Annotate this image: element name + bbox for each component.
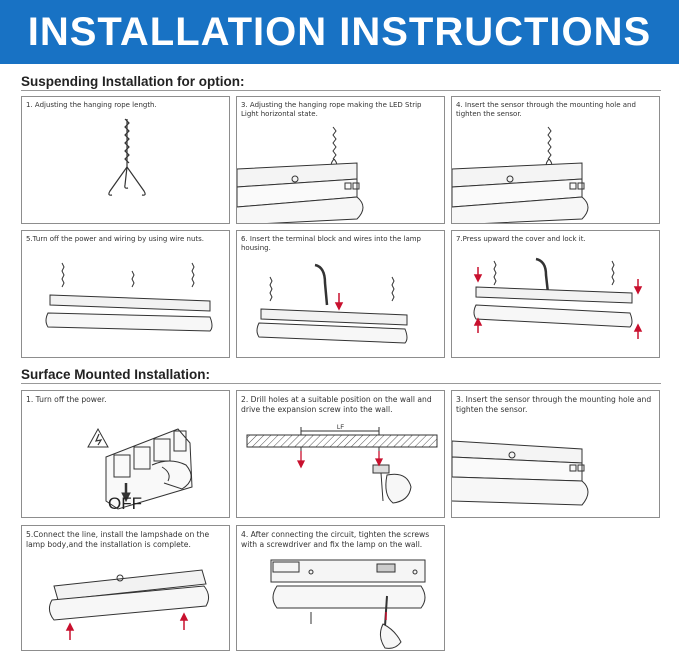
header-banner	[0, 0, 679, 64]
step-caption: 1. Adjusting the hanging rope length.	[26, 101, 157, 109]
section-divider	[21, 90, 661, 91]
lf-label: LF	[337, 425, 345, 431]
step-panel-surface-3	[451, 390, 660, 518]
lampshade-illustration	[22, 526, 230, 651]
hanging-rope-illustration	[22, 97, 230, 224]
terminal-block-illustration	[237, 231, 445, 358]
step-panel-suspend-6	[236, 230, 445, 358]
step-caption: 3. Insert the sensor through the mounting hole and tighten the sensor.	[456, 395, 652, 414]
step-caption: 6. Insert the terminal block and wires into the lamp housing.	[241, 235, 421, 252]
step-panel-suspend-5	[21, 230, 230, 358]
sensor-illustration	[452, 97, 660, 224]
step-panel-suspend-1	[21, 96, 230, 224]
step-panel-surface-1	[21, 390, 230, 518]
step-panel-suspend-4	[451, 96, 660, 224]
step-caption: 5.Turn off the power and wiring by using wire nuts.	[26, 235, 205, 243]
step-panel-surface-5	[21, 525, 230, 651]
step-caption: 1. Turn off the power.	[26, 395, 107, 404]
step-panel-suspend-3	[236, 96, 445, 224]
screw-fix-illustration	[237, 526, 445, 651]
step-caption: 7.Press upward the cover and lock it.	[456, 235, 586, 243]
step-caption: 4. Insert the sensor through the mounting hole and tighten the sensor.	[456, 101, 636, 118]
step-caption: 5.Connect the line, install the lampshade on the lamp body,and the installation is complete.	[26, 530, 210, 549]
drill-holes-illustration	[237, 391, 445, 518]
page-title: INSTALLATION INSTRUCTIONS	[27, 9, 652, 54]
step-panel-surface-4	[236, 525, 445, 651]
section-title-suspending: Suspending Installation for option:	[21, 74, 245, 89]
section-divider	[21, 383, 661, 384]
fixture-illustration	[237, 97, 445, 224]
step-caption: 2. Drill holes at a suitable position on the wall and drive the expansion screw into the wall.	[241, 395, 432, 414]
wiring-illustration	[22, 231, 230, 358]
off-label: OFF	[108, 494, 142, 513]
step-caption: 3. Adjusting the hanging rope making the LED Strip Light horizontal state.	[241, 101, 422, 118]
surface-sensor-illustration	[452, 391, 660, 518]
section-title-surface: Surface Mounted Installation:	[21, 367, 211, 382]
step-panel-surface-2	[236, 390, 445, 518]
power-off-illustration	[22, 391, 230, 518]
step-panel-suspend-7	[451, 230, 660, 358]
step-caption: 4. After connecting the circuit, tighten the screws with a screwdriver and fix the lamp on the wall.	[241, 530, 430, 549]
cover-lock-illustration	[452, 231, 660, 358]
